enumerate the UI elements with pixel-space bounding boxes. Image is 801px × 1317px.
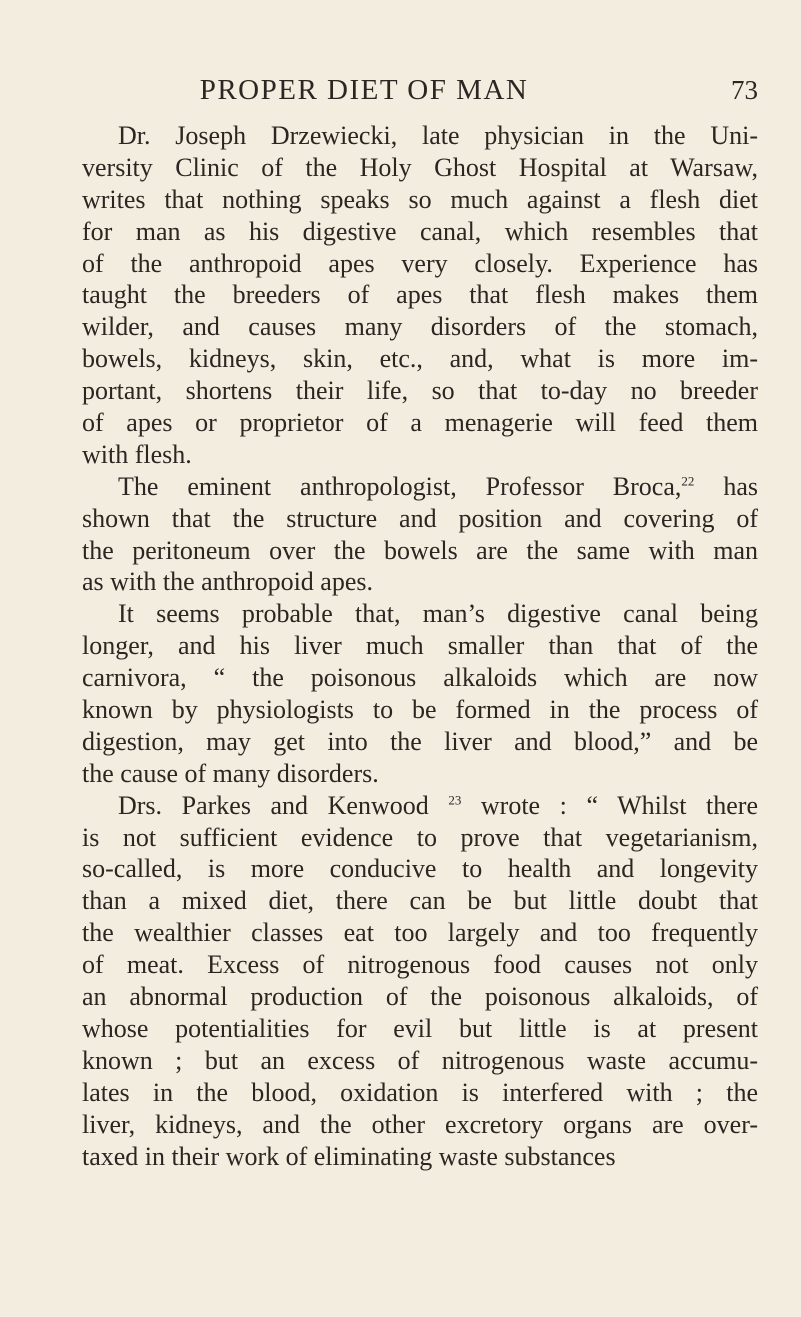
text-line: is not sufficient evidence to prove that vegetarianism, <box>82 822 758 852</box>
page-header <box>170 72 758 112</box>
text-line: of apes or proprietor of a menagerie will feed them <box>82 408 758 438</box>
text-line: digestion, may get into the liver and blood,” and be <box>82 726 758 756</box>
text-line: known by physiologists to be formed in the process of <box>82 695 758 725</box>
paragraph <box>82 471 758 599</box>
paragraph <box>82 598 758 789</box>
footnote-ref: 22 <box>681 473 695 489</box>
paragraph <box>82 120 758 471</box>
text-line: known ; but an excess of nitrogenous waste accumu- <box>82 1045 758 1075</box>
text-line: shown that the structure and position and covering of <box>82 503 758 533</box>
text-line: as with the anthropoid apes. <box>82 567 373 597</box>
text-line: of meat. Excess of nitrogenous food causes not only <box>82 950 758 980</box>
text-line: for man as his digestive canal, which resembles that <box>82 216 758 246</box>
text-line: wilder, and causes many disorders of the stomach, <box>82 312 758 342</box>
text-line: Dr. Joseph Drzewiecki, late physician in the Uni- <box>118 121 758 150</box>
body-text <box>82 120 758 1172</box>
text-segment: wrote : “ Whilst there <box>461 790 758 820</box>
text-segment: The eminent anthropologist, Professor Broca, <box>118 471 682 501</box>
text-segment: Drs. Parkes and Kenwood <box>118 790 429 820</box>
text-line-with-footnote <box>82 471 758 503</box>
text-line: longer, and his liver much smaller than that of the <box>82 631 758 661</box>
paragraph <box>82 790 758 1173</box>
text-line: with flesh. <box>82 439 192 469</box>
text-line: of the anthropoid apes very closely. Experience has <box>82 248 758 278</box>
text-line: portant, shortens their life, so that to-day no breeder <box>82 376 758 406</box>
text-line: an abnormal production of the poisonous alkaloids, of <box>82 982 758 1012</box>
text-line: taxed in their work of eliminating waste substances <box>82 1141 616 1171</box>
text-line: bowels, kidneys, skin, etc., and, what is more im- <box>82 344 758 374</box>
text-line: whose potentialities for evil but little is at present <box>82 1013 758 1043</box>
text-line: than a mixed diet, there can be but little doubt that <box>82 886 758 916</box>
page-number: 73 <box>731 75 758 105</box>
text-line: carnivora, “ the poisonous alkaloids which are now <box>82 663 758 693</box>
text-line: It seems probable that, man’s digestive canal being <box>118 599 758 629</box>
text-line-with-footnote <box>82 790 758 822</box>
running-title: PROPER DIET OF MAN <box>199 74 529 106</box>
text-line: writes that nothing speaks so much against a flesh diet <box>82 184 758 214</box>
text-line: the peritoneum over the bowels are the same with man <box>82 535 758 565</box>
text-line: versity Clinic of the Holy Ghost Hospital at Warsaw, <box>82 152 758 182</box>
text-line: liver, kidneys, and the other excretory organs are over- <box>82 1109 758 1139</box>
text-segment: has <box>694 471 758 501</box>
text-line: taught the breeders of apes that flesh makes them <box>82 280 758 310</box>
footnote-ref: 23 <box>448 792 462 808</box>
text-line: the cause of many disorders. <box>82 758 379 788</box>
text-line: so-called, is more conducive to health and longevity <box>82 854 758 884</box>
text-line: lates in the blood, oxidation is interfered with ; the <box>82 1077 758 1107</box>
text-line: the wealthier classes eat too largely and too frequently <box>82 918 758 948</box>
